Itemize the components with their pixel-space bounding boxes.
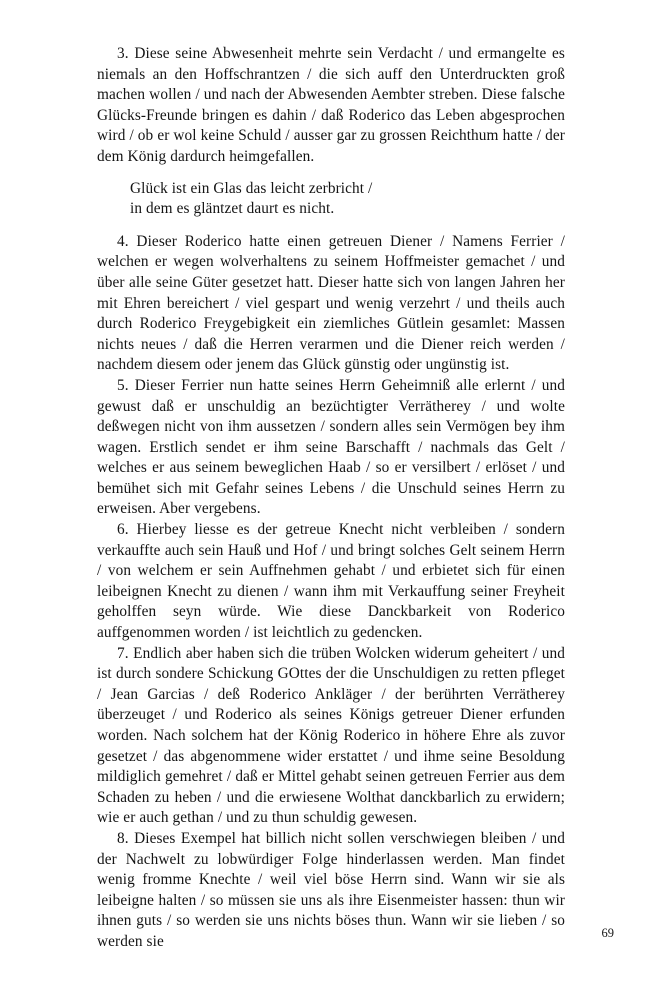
verse-line-2: in dem es gläntzet daurt es nicht.: [130, 200, 335, 218]
verse-block: [130, 179, 565, 220]
paragraph-4: 4. Dieser Roderico hatte einen getreuen Diener / Namens Ferrier / welchen er wegen wolverhaltens zu seinem Hoffmeister gemachet / und über alle seine Güter gesetzet hatt. Dieser hatte sich von langen Jahren her mit Ehren bereichert / viel gespart und wenig verzehrt / und theils auch durch Roderico Freygebigkeit ein ziemliches Gütlein gesamlet: Massen nichts neues / daß die Herren verarmen und die Diener reich werden / nachdem diesem oder jenem das Glück günstig oder ungünstig ist.: [97, 232, 565, 374]
paragraph-3: 3. Diese seine Abwesenheit mehrte sein Verdacht / und ermangelte es niemals an den Hoffschrantzen / die sich auff den Unterdruckten groß machen wollen / und nach der Abwesenden Aembter streben. Diese falsche Glücks-Freunde bringen es dahin / daß Roderico das Leben abgesprochen wird / ob er wol keine Schuld / ausser gar zu grossen Reichthum hatte / der dem König dardurch heimgefallen.: [97, 45, 565, 165]
page-number: 69: [601, 926, 614, 940]
text-block: [97, 44, 565, 953]
paragraph-8: 8. Dieses Exempel hat billich nicht sollen verschwiegen bleiben / und der Nachwelt zu lobwürdiger Folge hinderlassen werden. Man findet wenig fromme Knechte / weil viel böse Herrn sind. Wann wir sie als leibeigne halten / so müssen sie uns als ihre Eisenmeister hassen: thun wir ihnen guts / so werden sie uns nichts böses thun. Wann wir sie lieben / so werden sie: [97, 829, 565, 950]
paragraph-5: 5. Dieser Ferrier nun hatte seines Herrn Geheimniß alle erlernt / und gewust daß er unschuldig an bezüchtigter Verrätherey / und wolte deßwegen nicht von ihm aussetzen / sondern alles sein Vermögen bey ihm wagen. Erstlich sendet er ihm seine Barschafft / nachmals das Gelt / welches er aus seinem beweglichen Haab / so er versilbert / erlöset / und bemühet sich mit Gefahr seines Lebens / die Unschuld seines Herrn zu erweisen. Aber vergebens.: [97, 376, 565, 518]
paragraph-6: 6. Hierbey liesse es der getreue Knecht nicht verbleiben / sondern verkauffte auch sein Hauß und Hof / und bringt solches Gelt seinem Herrn / von welchem er sein Auffnehmen gehabt / und erbietet sich für einen leibeignen Knecht zu dienen / wann ihm mit Verkauffung seiner Freyheit geholffen seyn würde. Wie diese Danckbarkeit von Roderico auffgenommen worden / ist leichtlich zu gedencken.: [97, 521, 565, 642]
paragraph-7: 7. Endlich aber haben sich die trüben Wolcken widerum geheitert / und ist durch sondere Schickung GOttes der die Unschuldigen zu retten pfleget / Jean Garcias / deß Roderico Ankläger / der berührten Verrätherey überzeuget / und Roderico als seines Königs getreuer Diener erfunden worden. Nach solchem hat der König Roderico in höhere Ehre als zuvor gesetzet / das abgenommene wider erstattet / und ihme seine Besoldung mildiglich gemehret / daß er Mittel gehabt seinen getreuen Ferrier aus dem Schaden zu heben / und die erwiesene Wolthat danckbarlich zu erwidern; wie er auch gethan / und zu thun schuldig gewesen.: [97, 644, 565, 827]
verse-line-1: Glück ist ein Glas das leicht zerbricht /: [130, 179, 373, 197]
